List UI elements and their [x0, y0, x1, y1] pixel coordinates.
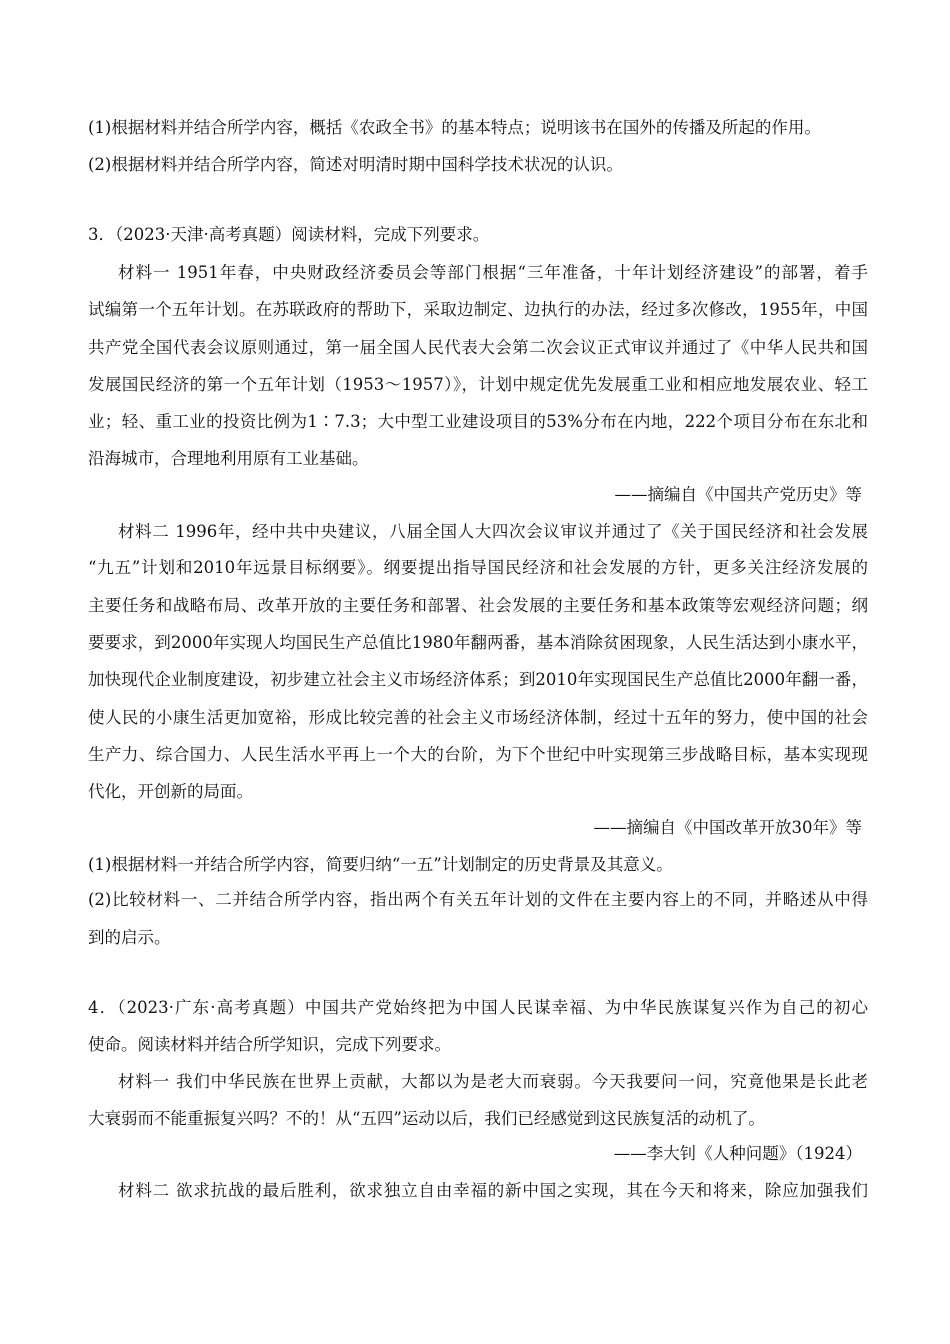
q3-material2-line: 加快现代企业制度建设，初步建立社会主义市场经济体系；到2010年实现国民生产总值比2000年翻一番， [88, 670, 868, 689]
q4-header: 4．（2023·广东·高考真题）中国共产党始终把为中国人民谋幸福、为中华民族谋复兴作为自己的初心 [88, 998, 868, 1017]
q4-material1-source: ——李大钊《人种问题》（1924） [613, 1144, 862, 1163]
q4-material1-line: 大衰弱而不能重振复兴吗？不的！从“五四”运动以后，我们已经感觉到这民族复活的动机了。 [88, 1109, 765, 1128]
q3-question-2: (2)比较材料一、二并结合所学内容，指出两个有关五年计划的文件在主要内容上的不同，并略述从中得 [88, 890, 868, 909]
q3-material1-line: 业；轻、重工业的投资比例为1∶7.3；大中型工业建设项目的53%分布在内地，222个项目分布在东北和 [88, 412, 868, 431]
q3-question-2-cont: 到的启示。 [88, 928, 171, 947]
q4-header-cont: 使命。阅读材料并结合所学知识，完成下列要求。 [88, 1035, 451, 1054]
q3-material2-source: ——摘编自《中国改革开放30年》等 [593, 818, 862, 837]
q3-question-1: (1)根据材料一并结合所学内容，简要归纳“一五”计划制定的历史背景及其意义。 [88, 855, 673, 874]
q3-material2-line: 材料二 1996年，经中共中央建议，八届全国人大四次会议审议并通过了《关于国民经济和社会发展 [118, 522, 868, 541]
q3-material1-line: 沿海城市，合理地利用原有工业基础。 [88, 449, 369, 468]
q3-material2-line: 使人民的小康生活更加宽裕，形成比较完善的社会主义市场经济体制，经过十五年的努力，使中国的社会 [88, 708, 868, 727]
q3-material1-line: 材料一 1951年春，中央财政经济委员会等部门根据“三年准备，十年计划经济建设”的部署，着手 [118, 263, 868, 282]
q4-material2-line: 材料二 欲求抗战的最后胜利，欲求独立自由幸福的新中国之实现，其在今天和将来，除应加强我们 [118, 1181, 868, 1200]
q3-material1-source: ——摘编自《中国共产党历史》等 [614, 485, 862, 504]
q3-material2-line: 生产力、综合国力、人民生活水平再上一个大的台阶，为下个世纪中叶实现第三步战略目标，基本实现现 [88, 745, 868, 764]
q2-question-2: (2)根据材料并结合所学内容，简述对明清时期中国科学技术状况的认识。 [88, 155, 623, 174]
q3-material1-line: 共产党全国代表会议原则通过，第一届全国人民代表大会第二次会议正式审议并通过了《中华人民共和国 [88, 338, 868, 357]
q3-material1-line: 试编第一个五年计划。在苏联政府的帮助下，采取边制定、边执行的办法，经过多次修改，1955年，中国 [88, 300, 868, 319]
q3-material2-line: 主要任务和战略布局、改革开放的主要任务和部署、社会发展的主要任务和基本政策等宏观经济问题；纲 [88, 596, 868, 615]
q3-material1-line: 发展国民经济的第一个五年计划（1953～1957）》，计划中规定优先发展重工业和相应地发展农业、轻工 [88, 375, 868, 394]
q3-material2-line: “九五”计划和2010年远景目标纲要》。纲要提出指导国民经济和社会发展的方针，更多关注经济发展的 [88, 558, 868, 577]
q3-header: 3．（2023·天津·高考真题）阅读材料，完成下列要求。 [88, 225, 490, 244]
q3-material2-line: 代化，开创新的局面。 [88, 782, 253, 801]
q3-material2-line: 要要求，到2000年实现人均国民生产总值比1980年翻两番，基本消除贫困现象，人民生活达到小康水平， [88, 633, 868, 652]
q4-material1-line: 材料一 我们中华民族在世界上贡献，大都以为是老大而衰弱。今天我要问一问，究竟他果是长此老 [118, 1072, 868, 1091]
q2-question-1: (1)根据材料并结合所学内容，概括《农政全书》的基本特点；说明该书在国外的传播及所起的作用。 [88, 118, 821, 137]
